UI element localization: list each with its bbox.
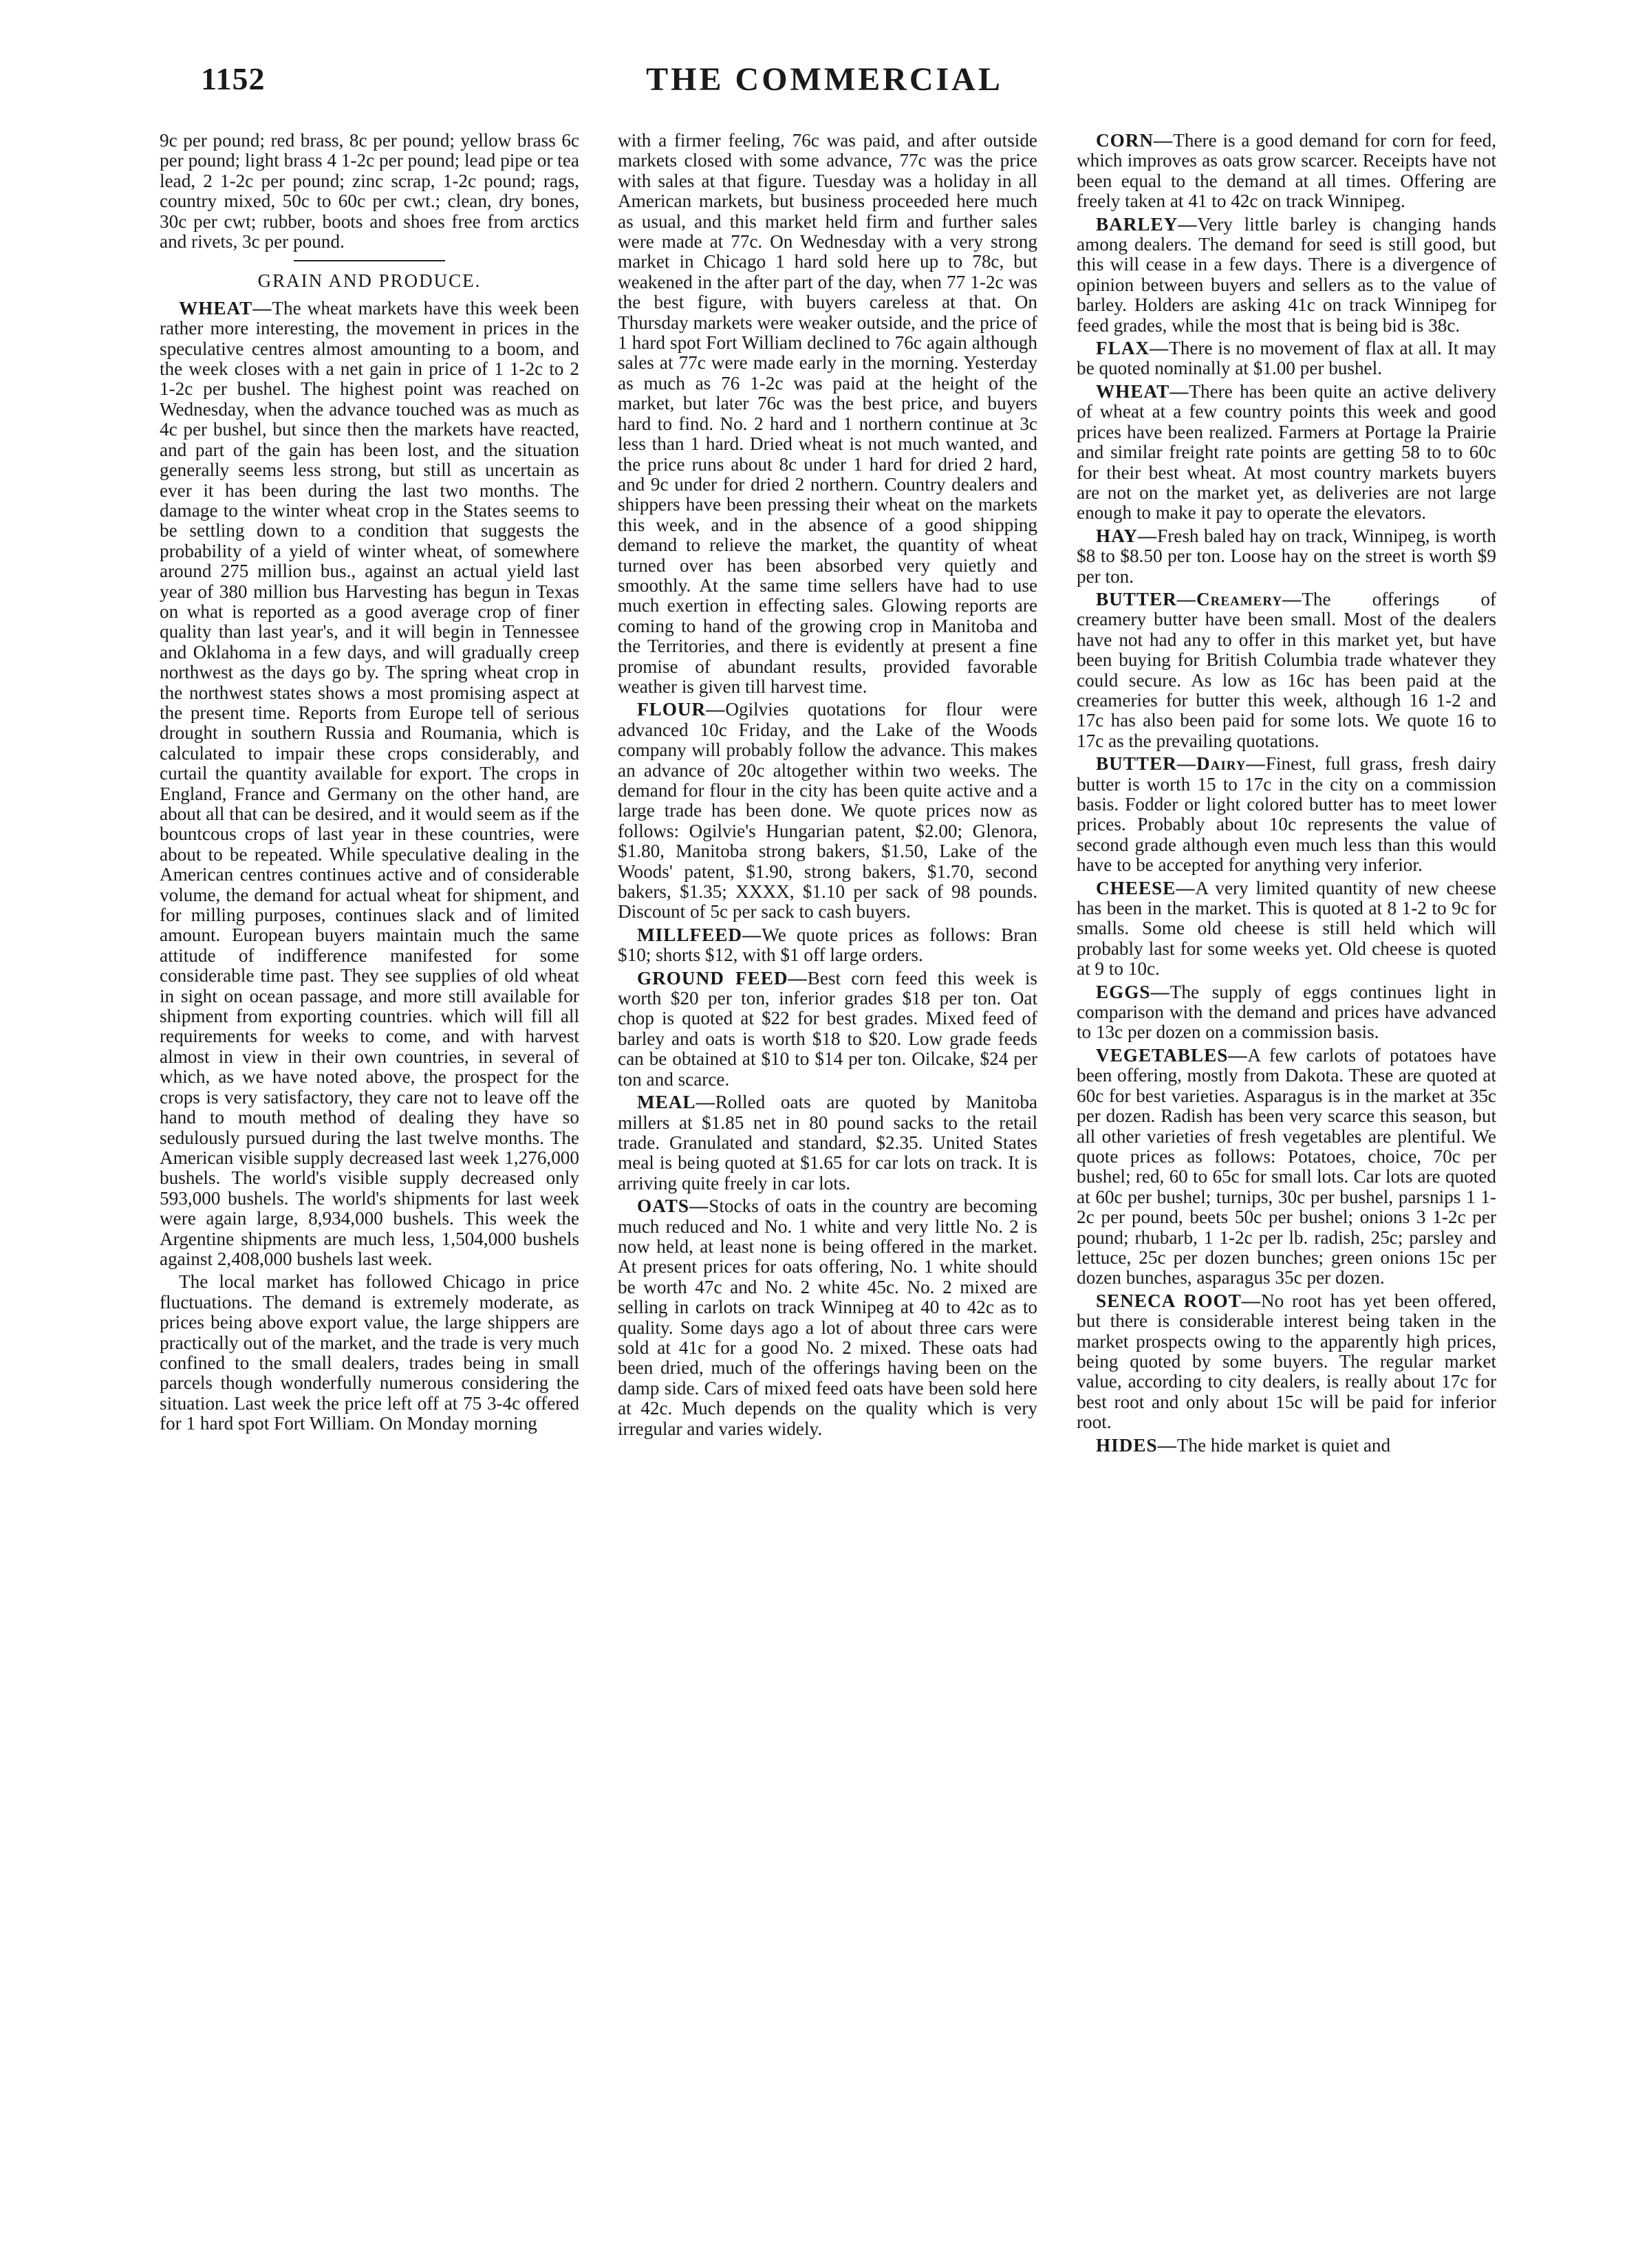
- ground-feed-heading: GROUND FEED—: [637, 967, 808, 989]
- vegetables-text: A few carlots of potatoes have been offering, mostly from Dakota. These are quoted at 60c for best varieties. Asparagus is in the market at 35c per dozen. Radish has been very scarce this season, but all other varieties of fresh vegetables are plentiful. We quote prices as follows: Potatoes, choice, 70c per bushel; red, 60 to 65c for small lots. Car lots are quoted at 60c per bushel; turnips, 30c per bushel, parsnips 1 1-2c per pound, beets 50c per bushel; onions 3 1-2c per pound; rhubarb, 1 1-2c per lb. radish, 25c; parsley and lettuce, 25c per dozen bunches; green onions 15c per dozen bunches, asparagus 35c per dozen.: [1077, 1044, 1496, 1288]
- butter-dairy-heading: BUTTER—Dairy—: [1096, 753, 1266, 775]
- butter-dairy-text: Finest, full grass, fresh dairy butter is worth 15 to 17c in the city on a commission basis. Fodder or light colored butter has to meet lower prices. Probably about 10c represents the value of second grade although even much less than this would have to be accepted for anything very inferior.: [1077, 753, 1496, 876]
- paragraph-eggs: [1077, 982, 1496, 1043]
- country-wheat-text: There has been quite an active delivery of wheat at a few country points this week and good prices have been realized. Farmers at Portage la Prairie and similar freight rate points are getting 58 to to 60c for their best wheat. At most country markets buyers are not on the market yet, as deliveries are not large enough to make it pay to operate the elevators.: [1077, 380, 1496, 523]
- barley-text: Very little barley is changing hands among dealers. The demand for seed is still good, but this will cease in a few days. There is a divergence of opinion between buyers and sellers as to the value of barley. Holders are asking 41c on track Winnipeg for feed grades, while the most that is being bid is 38c.: [1077, 213, 1496, 336]
- corn-heading: CORN—: [1096, 131, 1174, 151]
- country-wheat-heading: WHEAT—: [1096, 380, 1189, 402]
- paragraph-millfeed: [618, 925, 1037, 966]
- page-number: 1152: [201, 61, 266, 96]
- paragraph-wheat-continued: with a firmer feeling, 76c was paid, and after outside markets closed with some advance, 77c was the price with sales at that figure. Tuesday was a holiday in all American markets, but business proceeded here much as usual, and this market held firm and further sales were made at 77c. On Wednesday with a very strong market in Chicago 1 hard sold here up to 78c, but weakened in the after part of the day, when 77 1-2c was the best figure, with buyers careless at that. On Thursday markets were weaker outside, and the price of 1 hard spot Fort William declined to 76c again although sales at 77c were made early in the morning. Yesterday as much as 76 1-2c was paid at the height of the market, but later 76c was the best price, and buyers hard to find. No. 2 hard and 1 northern continue at 3c less than 1 hard. Dried wheat is not much wanted, and the price runs about 8c under 1 hard for dried 2 hard, and 9c under for dried 2 northern. Country dealers and shippers have been pressing their wheat on the markets this week, and in the absence of a good shipping demand to relieve the market, the quantity of wheat turned over has been absorbed very quietly and smoothly. At the same time sellers have had to use much exertion in effecting sales. Glowing reports are coming to hand of the growing crop in Manitoba and the Territories, and there is evidently at present a fine promise of abundant results, provided favorable weather is given till harvest time.: [618, 131, 1037, 697]
- eggs-heading: EGGS—: [1096, 981, 1170, 1002]
- seneca-root-heading: SENECA ROOT—: [1096, 1290, 1261, 1311]
- flax-heading: FLAX—: [1096, 338, 1170, 359]
- oats-heading: OATS—: [637, 1196, 709, 1217]
- paragraph-cheese: [1077, 878, 1496, 980]
- paragraph-butter-dairy: [1077, 754, 1496, 875]
- paragraph-butter-creamery: [1077, 590, 1496, 751]
- ground-feed-text: Best corn feed this week is worth $20 per ton, inferior grades $18 per ton. Oat chop is quoted at $22 for best grades. Mixed feed of barley and oats is worth $18 to $20. Low grade feeds can be obtained at $10 to $14 per ton. Oilcake, $24 per ton and scarce.: [618, 967, 1037, 1090]
- paragraph-oats: [618, 1196, 1037, 1439]
- column-1: [160, 131, 579, 2222]
- hay-text: Fresh baled hay on track, Winnipeg, is worth $8 to $8.50 per ton. Loose hay on the street is worth $9 per ton.: [1077, 525, 1496, 587]
- millfeed-heading: MILLFEED—: [637, 924, 762, 945]
- paragraph-flour: [618, 700, 1037, 922]
- paragraph-wheat: [160, 299, 579, 1270]
- vegetables-heading: VEGETABLES—: [1096, 1044, 1248, 1066]
- hides-heading: HIDES—: [1096, 1434, 1177, 1456]
- wheat-heading: WHEAT—: [179, 297, 272, 318]
- flour-text: Ogilvies quotations for flour were advanced 10c Friday, and the Lake of the Woods company will probably follow the advance. This makes an advance of 20c altogether within two weeks. The demand for flour in the city has been quite active and a large trade has been done. We quote prices now as follows: Ogilvie's Hungarian patent, $2.00; Glenora, $1.80, Manitoba strong bakers, $1.50, Lake of the Woods' patent, $1.90, strong bakers, $1.70, second bakers, $1.35; XXXX, $1.10 per sack of 98 pounds. Discount of 5c per sack to cash buyers.: [618, 699, 1037, 922]
- paragraph-barley: [1077, 215, 1496, 336]
- butter-creamery-heading: BUTTER—Creamery—: [1096, 588, 1302, 609]
- paragraph-local-market: The local market has followed Chicago in price fluctuations. The demand is extremely moderate, as prices being above export value, the large shippers are practically out of the market, and the trade is very much confined to the small dealers, trades being in small parcels though wonderfully numerous considering the situation. Last week the price left off at 75 3-4c offered for 1 hard spot Fort William. On Monday morning: [160, 1271, 579, 1434]
- paragraph-hides: [1077, 1436, 1496, 1456]
- section-divider: [294, 260, 445, 261]
- meal-heading: MEAL—: [637, 1092, 715, 1113]
- paragraph-flax: [1077, 338, 1496, 379]
- section-title: GRAIN AND PRODUCE.: [257, 270, 482, 292]
- page-header: [0, 61, 1649, 109]
- paragraph-vegetables: [1077, 1046, 1496, 1288]
- paragraph-hay: [1077, 526, 1496, 587]
- hides-text: The hide market is quiet and: [1176, 1434, 1391, 1456]
- cheese-text: A very limited quantity of new cheese has been in the market. This is quoted at 8 1-2 to 9c for smalls. Some old cheese is still held which will probably last for some weeks yet. Old cheese is quoted at 9 to 10c.: [1077, 877, 1496, 980]
- paragraph-metals: 9c per pound; red brass, 8c per pound; yellow brass 6c per pound; light brass 4 1-2c per pound; lead pipe or tea lead, 2 1-2c per pound; zinc scrap, 1-2c pound; rags, country mixed, 50c to 60c per cwt.; clean, dry bones, 30c per cwt; rubber, boots and shoes free from arctics and rivets, 3c per pound.: [160, 131, 579, 252]
- paragraph-meal: [618, 1092, 1037, 1194]
- paragraph-seneca-root: [1077, 1291, 1496, 1433]
- eggs-text: The supply of eggs continues light in comparison with the demand and prices have advanced to 13c per dozen on a commission basis.: [1077, 981, 1496, 1043]
- corn-text: There is a good demand for corn for feed, which improves as oats grow scarcer. Receipts have not been equal to the demand at all times. Offering are freely taken at 41 to 42c on track Winnipeg.: [1077, 131, 1496, 212]
- cheese-heading: CHEESE—: [1096, 877, 1196, 898]
- meal-text: Rolled oats are quoted by Manitoba millers at $1.85 net in 80 pound sacks to the retail trade. Granulated and standard, $2.35. United States meal is being quoted at $1.65 for car lots on track. It is arriving quite freely in car lots.: [618, 1092, 1037, 1194]
- paragraph-country-wheat: [1077, 382, 1496, 523]
- paragraph-corn: [1077, 131, 1496, 212]
- paragraph-ground-feed: [618, 969, 1037, 1090]
- flax-text: There is no movement of flax at all. It may be quoted nominally at $1.00 per bushel.: [1077, 338, 1496, 379]
- wheat-text: The wheat markets have this week been rather more interesting, the movement in prices in the speculative centres almost amounting to a boom, and the week closes with a net gain in price of 1 1-2c to 2 1-2c per bushel. The highest point was reached on Wednesday, when the advance touched was as much as 4c per bushel, but since then the markets have reacted, and part of the gain has been lost, and the situation generally seems less strong, but still as uncertain as ever it has been during the last two months. The damage to the winter wheat crop in the States seems to be settling down to a condition that suggests the probability of a yield of winter wheat, of somewhere around 275 million bus., against an actual yield last year of 380 million bus Harvesting has begun in Texas on what is reported as a good average crop of finer quality than last year's, and it will begin in Tennessee and Oklahoma in a few days, and will gradually creep northwest as the days go by. The spring wheat crop in the northwest states shows a most promising aspect at the present time. Reports from Europe tell of serious drought in southern Russia and Roumania, which is calculated to impair these crops considerably, and curtail the quantity available for export. The crops in England, France and Germany on the other hand, are about all that can be desired, and it would seem as if the bountcous crops of last year in these countries, were about to be repeated. While speculative dealing in the American centres continues active and of considerable volume, the demand for actual wheat for shipment, and for milling purposes, continues slack and of limited amount. European buyers maintain much the same attitude of indifference manifested for some considerable time past. They see supplies of old wheat in sight on ocean passage, and more still available for shipment from exporting countries. which will fill all requirements for weeks to come, and with harvest almost in view in their own countries, in several of which, as we have noted above, the prospect for the crops is very satisfactory, they care not to leave off the hand to mouth method of dealing they have so sedulously pursued during the last twelve months. The American visible supply decreased last week 1,276,000 bushels. The world's visible supply decreased only 593,000 bushels. The world's shipments for last week were again large, 8,934,000 bushels. This week the Argentine shipments are much less, 1,504,000 bushels against 2,408,000 bushels last week.: [160, 297, 579, 1269]
- column-3: [1077, 131, 1496, 2222]
- hay-heading: HAY—: [1096, 525, 1158, 546]
- butter-creamery-text: The offerings of creamery butter have been small. Most of the dealers have not had any to offer in this market yet, but have been buying for British Columbia trade whatever they could secure. As low as 16c has been paid at the creameries for butter this week, although 16 1-2 and 17c has also been paid for some lots. We quote 16 to 17c as the prevailing quotations.: [1077, 588, 1496, 751]
- oats-text: Stocks of oats in the country are becoming much reduced and No. 1 white and very little No. 2 is now held, at least none is being offered in the market. At present prices for oats offering, No. 1 white should be worth 47c and No. 2 white 45c. No. 2 mixed are selling in carlots on track Winnipeg at 40 to 42c as to quality. Some days ago a lot of about three cars were sold at 41c for a good No. 2 mixed. These oats had been dried, much of the offerings having been on the damp side. Cars of mixed feed oats have been sold here at 42c. Much depends on the quality which is very irregular and varies widely.: [618, 1196, 1037, 1439]
- barley-heading: BARLEY—: [1096, 213, 1198, 235]
- seneca-root-text: No root has yet been offered, but there is considerable interest being taken in the market prospects owing to the apparently high prices, being quoted by some buyers. The regular market value, according to city dealers, is really about 17c for best root and only about 15c will be paid for inferior root.: [1077, 1290, 1496, 1433]
- flour-heading: FLOUR—: [637, 699, 726, 720]
- publication-title: THE COMMERCIAL: [646, 61, 1003, 98]
- column-2: [618, 131, 1037, 2222]
- millfeed-text: We quote prices as follows: Bran $10; shorts $12, with $1 off large orders.: [618, 924, 1037, 966]
